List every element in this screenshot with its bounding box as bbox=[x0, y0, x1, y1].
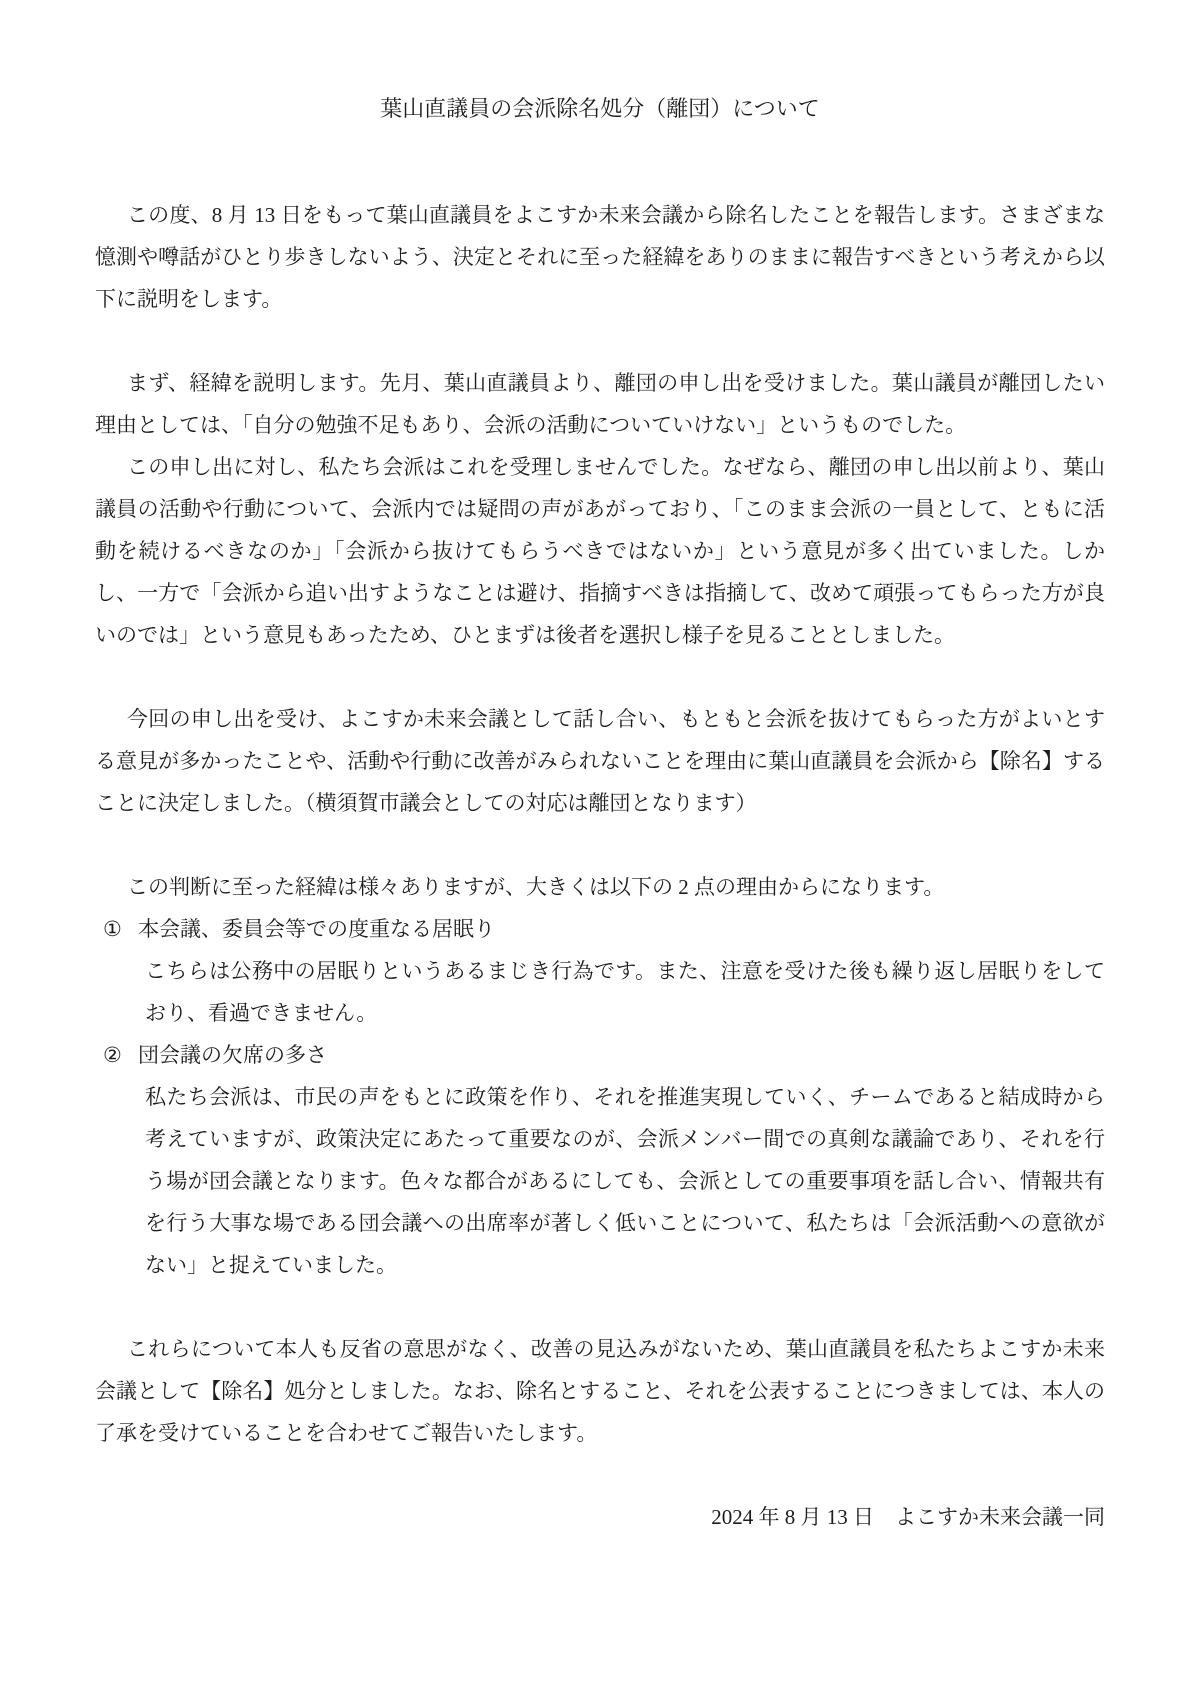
reason-2-label: 団会議の欠席の多さ bbox=[138, 1043, 327, 1067]
list-item-reason-2 bbox=[95, 1034, 1105, 1286]
reason-2-body: 私たち会派は、市民の声をもとに政策を作り、それを推進実現していく、チームであると結成時から考えていますが、政策決定にあたって重要なのが、会派メンバー間での真剣な議論であり、それを行う場が団会議となります。色々な都合があるにしても、会派としての重要事項を話し合い、情報共有を行う大事な場である団会議への出席率が著しく低いことについて、私たちは「会派活動への意欲がない」と捉えていました。 bbox=[145, 1085, 1105, 1277]
paragraph-expulsion-decision: 今回の申し出を受け、よこすか未来会議として話し合い、もともと会派を抜けてもらった方がよいとする意見が多かったことや、活動や行動に改善がみられないことを理由に葉山直議員を会派から【除名】することに決定しました。（横須賀市議会としての対応は離団となります） bbox=[95, 707, 1105, 815]
paragraph-reasons-intro: この判断に至った経緯は様々ありますが、大きくは以下の 2 点の理由からになります。 bbox=[127, 875, 945, 899]
circled-number-2: ② bbox=[103, 1043, 122, 1067]
signature-line: 2024 年 8 月 13 日 よこすか未来会議一同 bbox=[711, 1505, 1105, 1529]
reason-1-body: こちらは公務中の居眠りというあるまじき行為です。また、注意を受けた後も繰り返し居眠りをしており、看過できません。 bbox=[145, 959, 1105, 1025]
circled-number-1: ① bbox=[103, 917, 122, 941]
reason-2-heading bbox=[95, 1034, 1105, 1076]
paragraph-conclusion: これらについて本人も反省の意思がなく、改善の見込みがないため、葉山直議員を私たちよこすか未来会議として【除名】処分としました。なお、除名とすること、それを公表することにつきましては、本人の了承を受けていることを合わせてご報告いたします。 bbox=[95, 1337, 1105, 1445]
paragraph-background-request: まず、経緯を説明します。先月、葉山直議員より、離団の申し出を受けました。葉山議員が離団したい理由としては、「自分の勉強不足もあり、会派の活動についていけない」というものでした。 bbox=[95, 371, 1105, 437]
reason-1-heading bbox=[95, 908, 1105, 950]
reason-1-label: 本会議、委員会等での度重なる居眠り bbox=[138, 917, 495, 941]
list-item-reason-1 bbox=[95, 908, 1105, 1034]
reason-list bbox=[95, 908, 1105, 1286]
paragraph-announcement: この度、8 月 13 日をもって葉山直議員をよこすか未来会議から除名したことを報告します。さまざまな憶測や噂話がひとり歩きしないよう、決定とそれに至った経緯をありのままに報告すべきという考えから以下に説明をします。 bbox=[95, 203, 1105, 311]
document-title: 葉山直議員の会派除名処分（離団）について bbox=[380, 96, 820, 121]
paragraph-faction-response: この申し出に対し、私たち会派はこれを受理しませんでした。なぜなら、離団の申し出以前より、葉山議員の活動や行動について、会派内では疑問の声があがっており、「このまま会派の一員として、ともに活動を続けるべきなのか」「会派から抜けてもらうべきではないか」という意見が多く出ていました。しかし、一方で「会派から追い出すようなことは避け、指摘すべきは指摘して、改めて頑張ってもらった方が良いのでは」という意見もあったため、ひとまずは後者を選択し様子を見ることとしました。 bbox=[95, 455, 1105, 647]
